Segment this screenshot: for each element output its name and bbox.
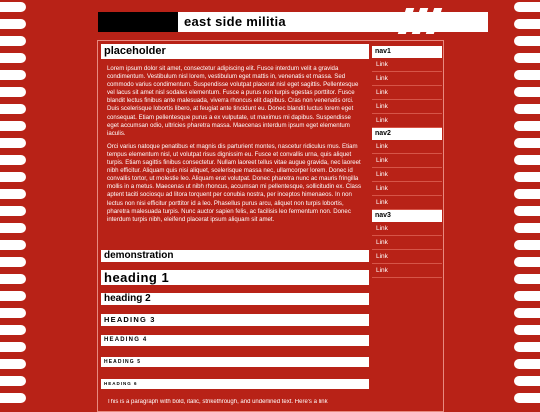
strip-tab (514, 393, 540, 403)
strip-tab (514, 257, 540, 267)
nav-link[interactable]: Link (372, 250, 442, 264)
strip-tab (514, 104, 540, 114)
strip-tab (0, 2, 26, 12)
nav-link[interactable]: Link (372, 264, 442, 278)
strip-tab (0, 291, 26, 301)
strip-tab (0, 19, 26, 29)
strip-tab (514, 19, 540, 29)
strip-tab (0, 376, 26, 386)
nav-link[interactable]: Link (372, 140, 442, 154)
nav-link[interactable]: Link (372, 86, 442, 100)
nav-link[interactable]: Link (372, 236, 442, 250)
heading-4: HEADING 4 (101, 335, 369, 346)
strip-tab (0, 325, 26, 335)
strip-tab (514, 223, 540, 233)
strip-tab (514, 308, 540, 318)
strip-tab (0, 70, 26, 80)
nav-link[interactable]: Link (372, 114, 442, 128)
right-decorative-strip (514, 0, 540, 405)
strip-tab (514, 359, 540, 369)
strip-tab (0, 257, 26, 267)
heading-3: HEADING 3 (101, 314, 369, 326)
strip-tab (0, 53, 26, 63)
header-black-bar (98, 12, 178, 32)
footer-paragraph-snippet: This is a paragraph with bold, italic, strikethrough, and underlined text. Here's a link (107, 399, 328, 405)
strip-tab (0, 308, 26, 318)
strip-tab (0, 240, 26, 250)
strip-tab (0, 104, 26, 114)
strip-tab (514, 342, 540, 352)
section-title: placeholder (101, 44, 369, 59)
heading-5: HEADING 5 (101, 357, 369, 367)
heading-2: heading 2 (101, 293, 369, 305)
strip-tab (0, 206, 26, 216)
left-decorative-strip (0, 0, 26, 405)
header-stripes (398, 8, 444, 34)
paragraph: Orci varius natoque penatibus et magnis dis parturient montes, nascetur ridiculus mus. Etiam tempus elementum nisl, ut volutpat risus dignissim eu. Fusce et convallis urna, quis aliquet turpis. Etiam sagittis finibus consectetur. Nullam laoreet tellus vitae augue gravida, nec laoreet nibh efficitur. Aliquam quis nisi aliquet, scelerisque massa nec, ullamcorper lorem. Donec id convallis tortor, ut molestie leo. Aliquam erat volutpat. Donec pharetra nunc ac mauris fringilla mollis in a metus. Maecenas ut nibh rhoncus, accumsan mi pellentesque, sollicitudin ex. Class aptent taciti sociosqu ad litora torquent per conubia nostra, per inceptos himenaeos. In non lectus non nisi efficitur porttitor id a leo. Phasellus purus arcu, aliquet non turpis lobortis, pharetra malesuada turpis. Nunc auctor sapien felis, ac facilisis leo fermentum non. Donec interdum turpis nibh, eleifend placerat ipsum aliquam sit amet. (107, 142, 362, 223)
nav-title: nav2 (372, 128, 442, 140)
strip-tab (514, 274, 540, 284)
site-title: east side militia (184, 14, 286, 29)
site-header (96, 8, 444, 34)
strip-tab (514, 376, 540, 386)
strip-tab (514, 2, 540, 12)
main-content (101, 44, 369, 229)
nav-link[interactable]: Link (372, 182, 442, 196)
strip-tab (0, 359, 26, 369)
demo-heading: demonstration (101, 250, 369, 262)
strip-tab (514, 138, 540, 148)
strip-tab (0, 172, 26, 182)
nav-link[interactable]: Link (372, 168, 442, 182)
nav-link[interactable]: Link (372, 58, 442, 72)
nav-link[interactable]: Link (372, 222, 442, 236)
nav-link[interactable]: Link (372, 72, 442, 86)
nav-link[interactable]: Link (372, 154, 442, 168)
strip-tab (0, 223, 26, 233)
strip-tab (0, 138, 26, 148)
strip-tab (0, 87, 26, 97)
heading-6: HEADING 6 (101, 379, 369, 389)
strip-tab (0, 155, 26, 165)
nav-link[interactable]: Link (372, 100, 442, 114)
right-navigation (372, 46, 442, 278)
strip-tab (514, 325, 540, 335)
strip-tab (514, 121, 540, 131)
strip-tab (514, 240, 540, 250)
strip-tab (514, 291, 540, 301)
strip-tab (0, 274, 26, 284)
strip-tab (514, 189, 540, 199)
heading-1: heading 1 (101, 270, 369, 285)
paragraph: Lorem ipsum dolor sit amet, consectetur adipiscing elit. Fusce interdum velit a gravida condimentum. Vestibulum nisl lorem, vestibulum eget mattis in, venenatis et massa. Sed commodo varius condimentum. Suspendisse volutpat placerat nisl eget sagittis. Pellentesque vel lacus sit amet nisl sodales elementum. Fusce a purus non turpis egestas porttitor. Fusce blandit lectus finibus ante malesuada, viverra rhoncus elit dapibus. Cras non venenatis orci. Duis scelerisque lobortis libero, at feugiat ante tincidunt eu. Donec blandit luctus lorem eget consequat. Etiam pellentesque purus a ex vulputate, ut maximus mi dapibus. Suspendisse eget accumsan odio, ultricies pharetra massa. Maecenas interdum ipsum eget elementum iaculis. (107, 65, 359, 137)
strip-tab (514, 172, 540, 182)
strip-tab (0, 393, 26, 403)
strip-tab (514, 36, 540, 46)
nav-title: nav3 (372, 210, 442, 222)
strip-tab (514, 87, 540, 97)
strip-tab (514, 206, 540, 216)
strip-tab (514, 155, 540, 165)
strip-tab (0, 189, 26, 199)
strip-tab (514, 53, 540, 63)
strip-tab (0, 121, 26, 131)
strip-tab (514, 70, 540, 80)
nav-title: nav1 (372, 46, 442, 58)
nav-link[interactable]: Link (372, 196, 442, 210)
strip-tab (0, 342, 26, 352)
strip-tab (0, 36, 26, 46)
